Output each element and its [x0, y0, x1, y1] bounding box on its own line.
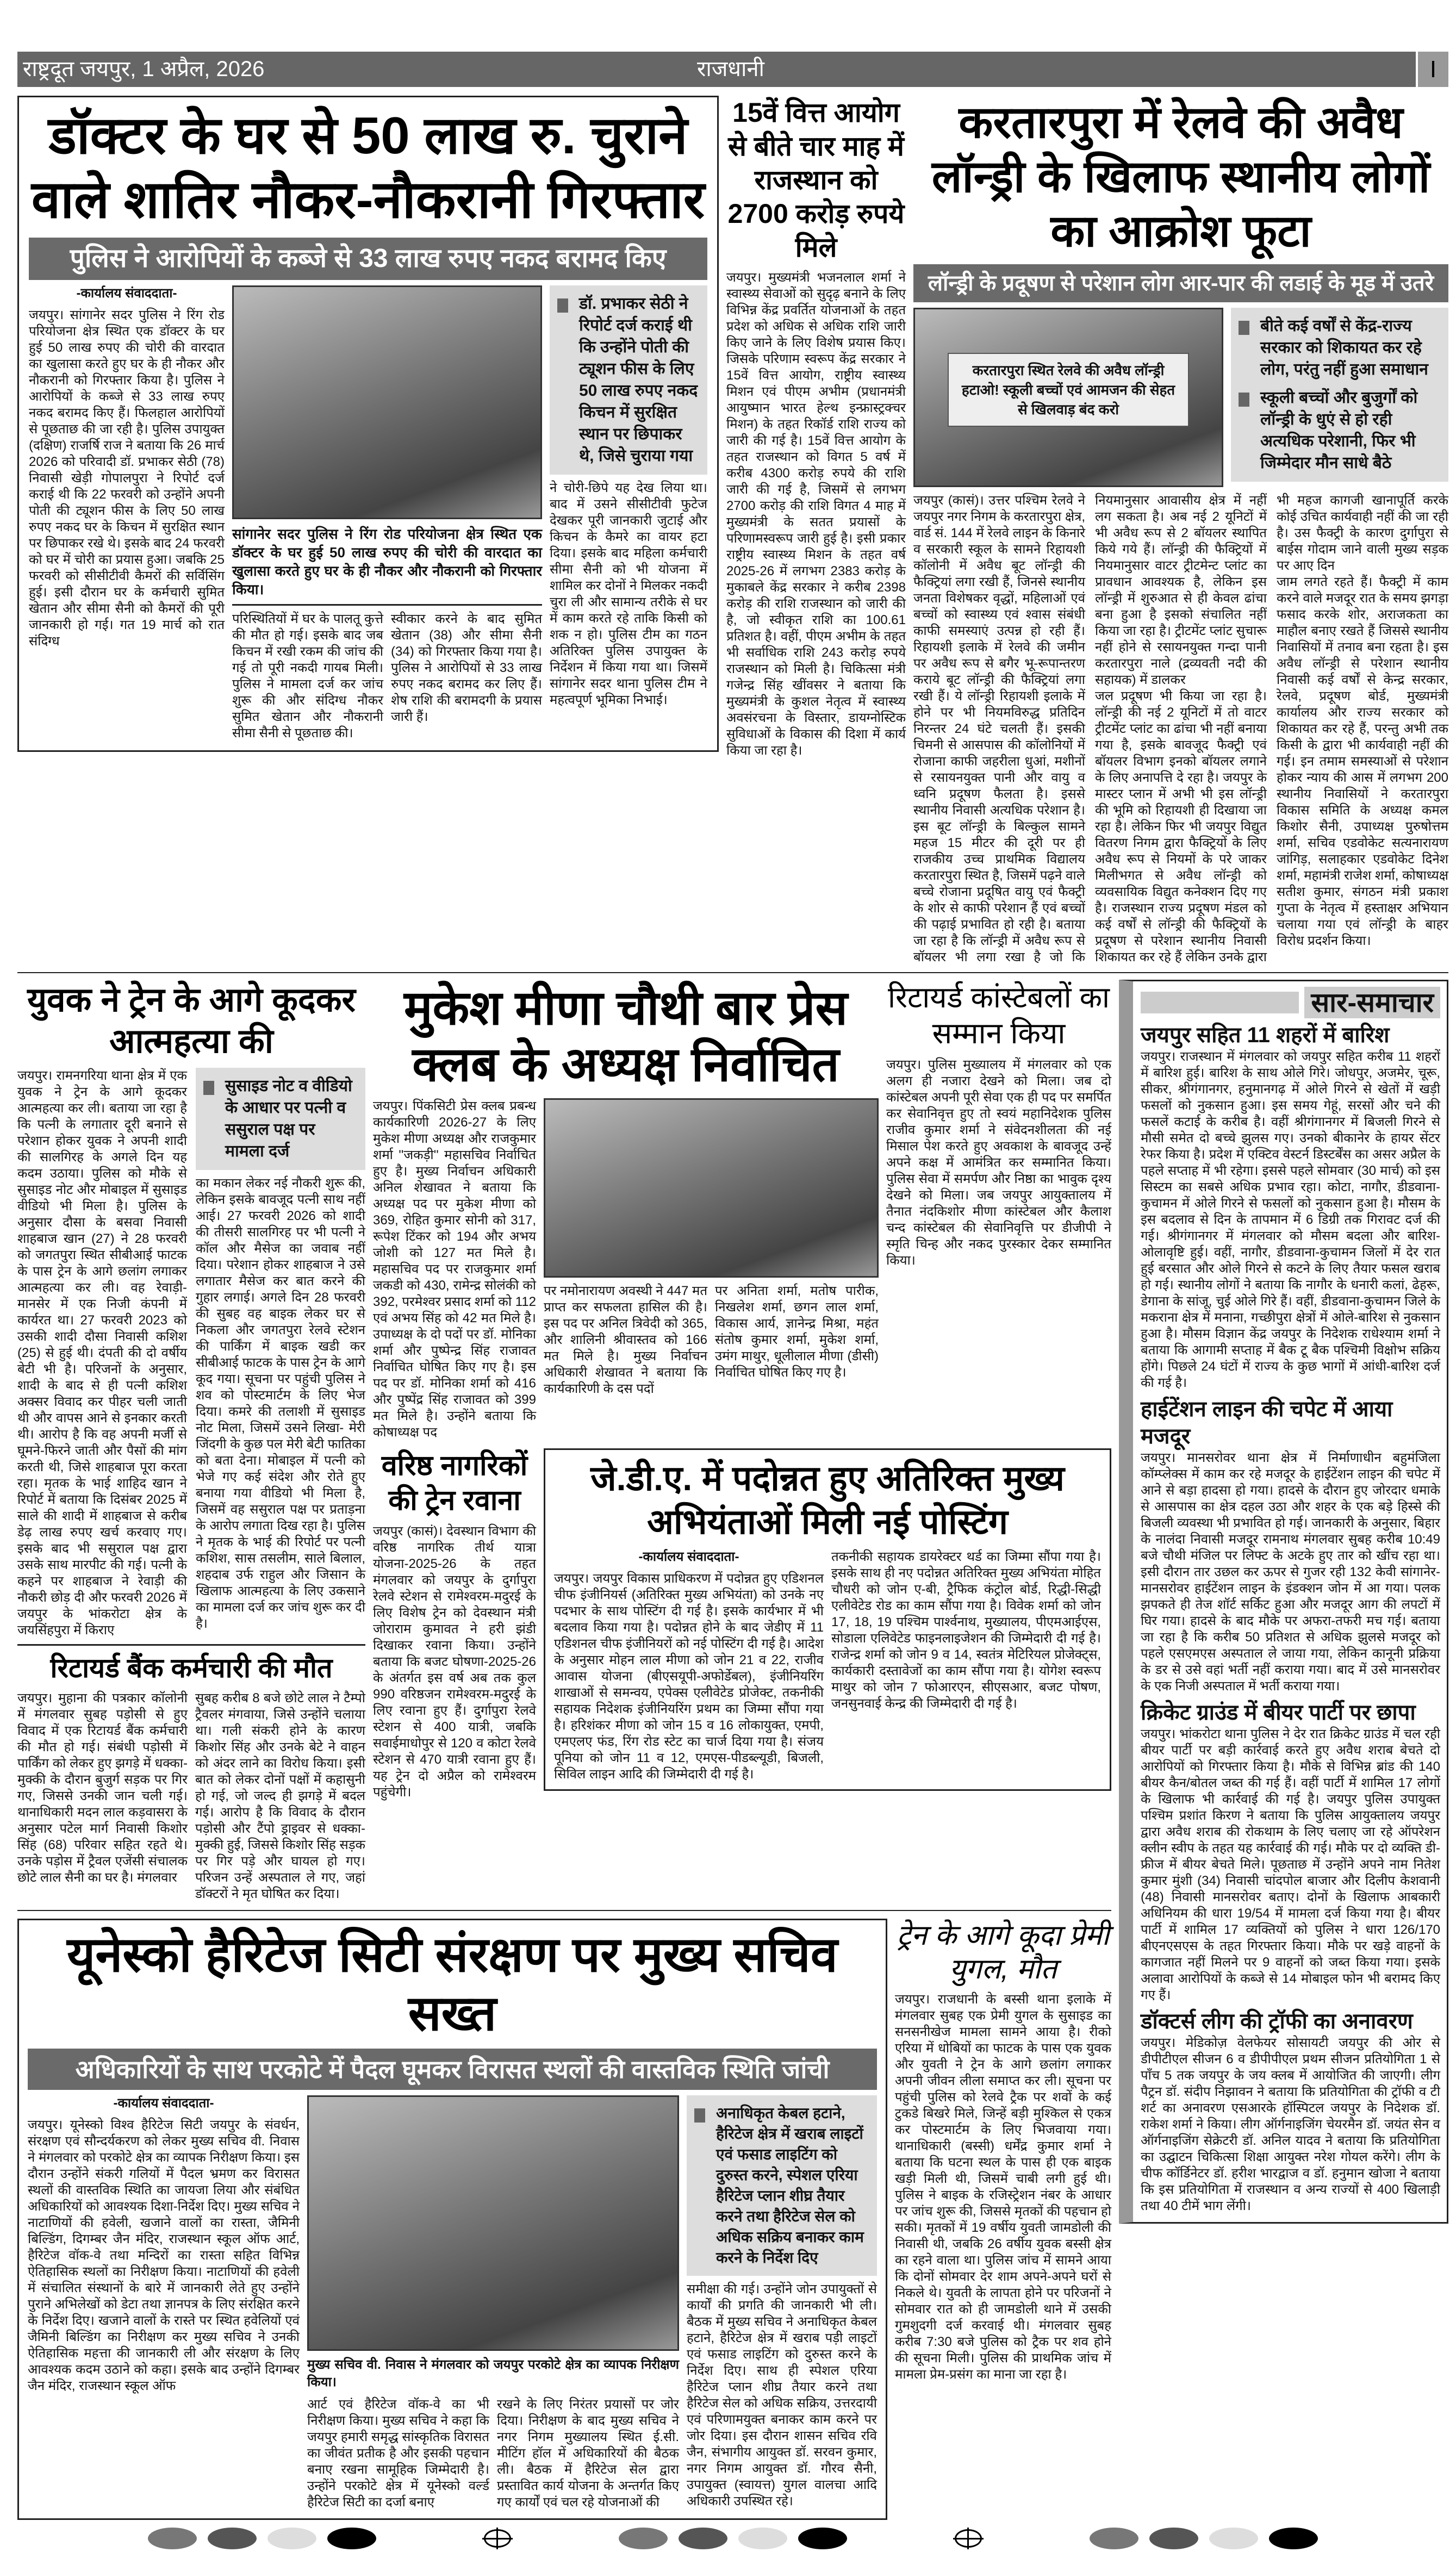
- highlight-box: [1231, 308, 1448, 482]
- subheadline-bar: पुलिस ने आरोपियों के कब्जे से 33 लाख रुपए नकद बरामद किए: [29, 238, 707, 280]
- story-doctor-theft: [17, 96, 719, 752]
- page-header: [17, 52, 1448, 87]
- article-column: जाम लगते रहते हैं। फैक्ट्री में काम करने वाले मजदूर रात के समय झगड़ा फसाद करके शोर, अराजकता का माहौल बनाए रखते हैं जिससे स्थानीय निवासियों में तनाव बना रहता है। इस अवैध लॉन्ड्री से परेशान स्थानीय निवासी कई वर्षों से केन्द्र सरकार, रेलवे, प्रदूषण बोर्ड, मुख्यमंत्री कार्यालय और राज्य सरकार को शिकायत कर रहे हैं, परन्तु अभी तक किसी के द्वारा भी कार्यवाही नहीं की गई। इन तमाम समस्याओं से परेशान होकर न्याय की आस में लगभग 200 स्थानीय निवासियों ने करतारपुरा विकास समिति के अध्यक्ष कमल किशोर सैनी, उपाध्यक्ष पुरुषोत्तम शर्मा, सचिव एडवोकेट सत्यनारायण जांगिड़, सलाहकार एडवोकेट दिनेश शर्मा, महामंत्री राजेश शर्मा, कोषाध्यक्ष सतीश कुमार, संगठन मंत्री प्रकाश गुप्ता के नेतृत्व में हस्ताक्षर अभियान चलाया गया एवं लॉन्ड्री के बाहर विरोध प्रदर्शन किया।: [1277, 575, 1448, 948]
- article-column: सुबह करीब 8 बजे छोटे लाल ने टैम्पो ट्रैवलर मंगवाया, जिसे उन्होंने चलाया था। गली संकरी होने के कारण किशोर सिंह और उनके बेटे ने वाहन को अंदर लाने का विरोध किया। इसी बात को लेकर दोनों पक्षों में कहासुनी हो गई, जो जल्द ही झगड़े में बदल गई। आरोप है कि विवाद के दौरान पड़ोसी और टैंपो ड्राइवर से धक्का-मुक्की हुई, जिससे किशोर सिंह सड़क पर गिर पड़े और घायल हो गए। परिजन उन्हें अस्पताल ले गए, जहां डॉक्टरों ने मृत घोषित कर दिया।: [195, 1691, 365, 1901]
- row-lower: [17, 980, 1448, 2520]
- brief-body: जयपुर। राजस्थान में मंगलवार को जयपुर सहित करीब 11 शहरों में बारिश हुई। बारिश के साथ ओले गिरे। जोधपुर, अजमेर, चूरू, सीकर, श्रीगंगानगर, हनुमानगढ़ में ओले गिरने से खेतों में खड़ी फसलों को नुकसान हुआ। इस समय गेहूं, सरसों और चने की फसलें कटाई के करीब है। वहीं श्रीगंगानगर में बिजली गिरने से मौसी समेत दो बच्चे झुलस गए। उनको बीकानेर के हायर सेंटर रेफर किया है। प्रदेश में एक्टिव वेस्टर्न डिस्टर्बेंस का असर अप्रैल के पहले सप्ताह में भी रहेगा। इससे पहले सोमवार (30 मार्च) को इस सिस्टम का सबसे अधिक प्रभाव रहा। कोटा, नागौर, डीडवाना-कुचामन में ओले गिरने से फसलों को नुकसान हुआ है। मौसम के इस बदलाव से दिन के तापमान में 6 डिग्री तक गिरावट दर्ज की गई। श्रीगंगानगर में मंगलवार को मौसम बदला और बारिश-ओलावृष्टि हुई। वहीं, नागौर, डीडवाना-कुचामन जिलों में देर रात हुई बरसात और ओले गिरने से कटने के लिए तैयार फसल खराब हो गई। स्थानीय लोगों ने बताया कि नागौर के धनारी कलां, ढेहरू, डेगाना के सांजू, चुई ओले गिरे हैं। वहीं, डीडवाना-कुचामन जिले के मकराना क्षेत्र में मनाना, गच्छीपुरा क्षेत्रों में ओले-बारिश से नुकसान हुआ है। मौसम विज्ञान केंद्र जयपुर के निदेशक राधेश्याम शर्मा ने बताया कि आगामी सप्ताह में बैक टू बैक पश्चिमी विक्षोभ सक्रिय होंगे। पिछले 24 घंटों में राज्य के कुछ भागों में आंधी-बारिश दर्ज की गई है।: [1141, 1049, 1440, 1390]
- headline: डॉक्टर के घर से 50 लाख रु. चुराने वाले शातिर नौकर-नौकरानी गिरफ्तार: [31, 107, 705, 229]
- article-column: जयपुर। पिंकसिटी प्रेस क्लब प्रबन्ध कार्यकारिणी 2026-27 के लिए मुकेश मीणा अध्यक्ष और राजकुमार शर्मा ''जकड़ी'' महासचिव निर्वाचित हुए है। मुख्य निर्वाचन अधिकारी अनिल शेखावत ने बताया कि अध्यक्ष पद पर मुकेश मीणा को 369, रोहित कुमार सोनी को 317, रूपेश टिंकर को 194 और अभय जोशी को 127 मत मिले है। महासचिव पद पर राजकुमार शर्मा जकडी को 430, रामेन्द्र सोलंकी को 392, परमेश्वर प्रसाद शर्मा को 112 एवं अभय सिंह को 42 मत मिले है। उपाध्यक्ष के दो पदों पर डॉ. मोनिका शर्मा और पुष्पेन्द्र सिंह राजावत निर्वाचित घोषित किए गए है। इस पद पर डॉ. मोनिका शर्मा को 416 और पुष्पेंद्र सिंह राजावत को 399 मत मिले है। उन्होंने बताया कि कोषाध्यक्ष पद: [373, 1099, 536, 1440]
- article-column: जयपुर (कासं)। उत्तर पश्चिम रेलवे ने जयपुर नगर निगम के करतारपुरा क्षेत्र, वार्ड सं. 144 में रेलवे लाइन के किनारे व सरकारी स्कूल के सामने रिहायशी कॉलोनी में अवैध बूट लॉन्ड्री की फैक्ट्रियां लगा रखी हैं, जिनसे स्थानीय जनता विशेषकर वृद्धों, महिलाओं एवं बच्चों को स्वास्थ्य एवं श्वास संबंधी काफी समस्याएं उत्पन्न हो रही हैं। रिहायशी इलाके में रेलवे की जमीन पर अवैध रूप से बगैर भू-रूपान्तरण कराये बूट लॉन्ड्री की फैक्ट्रियां लगा रखी हैं। ये लॉन्ड्री रिहायशी इलाके में होने पर भी नियमविरुद्ध प्रतिदिन निरन्तर 24 घंटे चलती हैं। इसकी चिमनी से आसपास की कॉलोनियों में रोजाना काफी जहरीला धुआं, मशीनों से रसायनयुक्त पानी और वायु व ध्वनि प्रदूषण फैलता है। इससे स्थानीय निवासी अत्यधिक परेशान है। इस बूट लॉन्ड्री के बिल्कुल सामने महज 15 मीटर की दूरी पर ही राजकीय उच्च प्राथमिक विद्यालय करतारपुरा स्थित है, जिसमें पढ़ने वाले बच्चे रोजाना प्रदूषित वायु एवं फैक्ट्री के शोर से काफी परेशान हैं एवं बच्चों की पढ़ाई प्रभावित हो रही है। बताया जा रहा है कि लॉन्ड्री में अवैध रूप से बॉयलर भी लगा रखा है जो कि नियमानुसार आवासीय क्षेत्र में नहीं लग सकता है। अब नई 2 यूनिटों में भी अवैध रूप से 2 बॉयलर स्थापित किये गये हैं। लॉन्ड्री की फैक्ट्रियों में नियमानुसार वाटर ट्रीटमेन्ट प्लांट का प्रावधान आवश्यक है, लेकिन इस लॉन्ड्री में शुरुआत से ही केवल ढांचा बना हुआ है इसको संचालित नहीं किया जा रहा है। ट्रीटमेंट प्लांट सुचारू नहीं होने से रसायनयुक्त गन्दा पानी करतारपुरा नाले (द्रव्यवती नदी की सहायक) में डालकर: [913, 493, 1267, 964]
- story-kartarpura-laundry: [913, 96, 1448, 966]
- highlight-text: डॉ. प्रभाकर सेठी ने रिपोर्ट दर्ज कराई थी कि उन्होंने पोती की ट्यूशन फीस के लिए 50 लाख रुपए नकद किचन में सुरक्षित स्थान पर छिपाकर थे, जिसे चुराया गया: [557, 293, 700, 467]
- headline: ट्रेन के आगे कूदा प्रेमी युगल, मौत: [897, 1920, 1110, 1985]
- color-swatch-dot: [679, 2528, 727, 2549]
- article-column: जयपुर (कासं)। देवस्थान विभाग की वरिष्ठ नागरिक तीर्थ यात्रा योजना-2025-26 के तहत मंगलवार को जयपुर के दुर्गापुरा रेलवे स्टेशन से रामेश्वरम-मदुरई के लिए विशेष ट्रेन को देवस्थान मंत्री जोराराम कुमावत ने हरी झंडी दिखाकर रवाना किया। उन्होंने बताया कि बजट घोषणा-2025-26 के अंतर्गत इस वर्ष अब तक कुल 990 वरिष्ठजन रामेश्वरम-मदुरई के लिए रवाना हुए हैं। दुर्गापुरा रेलवे स्टेशन से 400 यात्री, जबकि सवाईमाधोपुर से 120 व कोटा रेलवे स्टेशन से 470 यात्री रवाना हुए हैं। यह ट्रेन दो अप्रैल को रामेश्वरम पहुंचेगी।: [373, 1524, 536, 1800]
- page-number: I: [1418, 52, 1448, 87]
- color-swatch-dot: [738, 2528, 787, 2549]
- photo-caption: सांगानेर सदर पुलिस ने रिंग रोड परियोजना क्षेत्र स्थित एक डॉक्टर के घर हुई 50 लाख रुपए की चोरी की वारदात का खुलासा करते हुए घर के ही नौकर और नौकरानी को गिरफ्तार किया।: [232, 526, 542, 598]
- headline: जे.डी.ए. में पदोन्नत हुए अतिरिक्त मुख्य अभियंताओं मिली नई पोस्टिंग: [590, 1459, 1065, 1541]
- story-senior-citizens-train: [373, 1448, 536, 1801]
- highlight-text: सुसाइड नोट व वीडियो के आधार पर पत्नी व ससुराल पक्ष पर मामला दर्ज: [203, 1075, 358, 1162]
- brief-item: [1141, 1022, 1440, 1391]
- story-unesco-heritage: [17, 1919, 887, 2520]
- registration-mark-icon: [484, 2529, 511, 2548]
- highlight-bullet: बीते कई वर्षों से केंद्र-राज्य सरकार को शिकायत कर रहे लोग, परंतु नहीं हुआ समाधान: [1239, 315, 1441, 381]
- divider: [17, 1910, 1111, 1911]
- article-column: रखने के लिए निरंतर प्रयासों पर जोर दिया। निरीक्षण के बाद मुख्य सचिव ने नगर निगम मुख्यालय स्थित ई.सी. मीटिंग हॉल में अधिकारियों की बैठक ली। बैठक में हैरिटेज सेल द्वारा प्रस्तावित कार्य योजना के अन्तर्गत किए गए कार्यों एवं चल रहे योजनाओं की: [497, 2397, 679, 2510]
- print-marks-footer: [17, 2528, 1448, 2549]
- brief-body: जयपुर। मेडिकोज़ वेलफेयर सोसायटी जयपुर की ओर से डीपीटीएल सीजन 6 व डीपीपीएल प्रथम सीजन प्रतियोगिता 1 से पाँच 5 तक जयपुर के जय क्लब में आयोजित की जाएगी। लीग पैट्रन डॉ. संदीप निझावन ने बताया कि प्रतियोगिता की ट्रॉफी व टी शर्ट का अनावरण एसआरके हॉस्पिटल जयपुर के निदेशक डॉ. राकेश शर्मा ने किया। लीग ऑर्गनाइजिंग चेयरमैन डॉ. जयंत सेन व ऑर्गनाइजिंग सेक्रेटरी डॉ. अनिल यादव ने बताया कि प्रतियोगिता का उद्घाटन चिकित्सा शिक्षा आयुक्त नरेश गोयल करेंगे। लीग के चीफ कॉर्डिनेटर डॉ. हरीश भारद्वाज व डॉ. हनुमान खोजा ने बताया कि इस प्रतियोगिता में राजस्थान व अन्य राज्यों से 400 खिलाड़ी तथा 40 टीमें भाग लेंगी।: [1141, 2036, 1440, 2213]
- color-swatch-dot: [208, 2528, 257, 2549]
- color-swatch-dot: [619, 2528, 668, 2549]
- brief-item: [1141, 2008, 1440, 2214]
- brief-headline: क्रिकेट ग्राउंड में बीयर पार्टी पर छापा: [1141, 1701, 1416, 1725]
- article-column: पर नमोनारायण अवस्थी ने 447 मत प्राप्त कर सफलता हासिल की है। इस पद पर अनिल त्रिवेदी को 365, और शालिनी श्रीवास्तव को 166 मत मिले है। मुख्य निर्वाचन अधिकारी शेखावत ने बताया कि कार्यकारिणी के दस पदों: [544, 1284, 707, 1396]
- article-column: परिस्थितियों में घर के पालतू कुत्ते की मौत हो गई। इसके बाद जब किचन में रखी रकम की जांच की गई तो पूरी नकदी गायब मिली। पुलिस ने मामला दर्ज कर जांच शुरू की और संदिग्ध नौकर सुमित खेतान और नौकरानी सीमा सैनी से पूछताछ की।: [232, 612, 383, 740]
- divider: [232, 604, 542, 606]
- photo-caption: मुख्य सचिव वी. निवास ने मंगलवार को जयपुर परकोटे क्षेत्र का व्यापक निरीक्षण किया।: [307, 2357, 679, 2389]
- highlight-box: [687, 2095, 877, 2276]
- row-top-stories: [17, 96, 1448, 966]
- headline: रिटायर्ड बैंक कर्मचारी की मौत: [50, 1653, 333, 1683]
- story-press-club: [373, 980, 879, 1441]
- divider: [17, 972, 1448, 973]
- page-header-bar: [17, 52, 1416, 87]
- article-column: जयपुर। जयपुर विकास प्राधिकरण में पदोन्नत हुए एडिशनल चीफ इंजीनियर्स (अतिरिक्त मुख्य अभियंता) को उनके नए पदभार के साथ पोस्टिंग दी गई है। इसके कार्यभार में भी बदलाव किया गया है। पदोन्नत होने के बाद जेडीए में 11 एडिशनल चीफ इंजीनियरों को नई पोस्टिंग दी गई है। आदेश के अनुसार मोहन लाल मीणा को जोन 21 व 22, राजीव आवास योजना (बीएसयूपी-अफोर्डेबल), इंजीनियरिंग शाखाओं से समन्वय, एपेक्स एलीवेटेड प्रोजेक्ट, तकनीकी सहायक निदेशक इंजीनियरिंग प्रथम का जिम्मा सौंपा गया है। हरिशंकर मीणा को जोन 15 व 16 लोकायुक्त, एमपी, एमएलए फंड, रिंग रोड स्टेट का चार्ज दिया गया है। संजय पूनिया को जोन 11 व 12, एमएस-पीडब्ल्यूडी, बिजली, सिविल लाइन आदि की जिम्मेदारी दी गई है।: [554, 1571, 824, 1782]
- article-column: का मकान लेकर नई नौकरी शुरू की, लेकिन इसके बावजूद पत्नी साथ नहीं आई। 27 फरवरी 2026 को शादी की तीसरी सालगिरह पर भी पत्नी ने कॉल और मैसेज का जवाब नहीं दिया। परेशान होकर शाहबाज ने उसे लगातार मैसेज कर बात करने की गुहार लगाई। अगले दिन 28 फरवरी की सुबह वह बाइक लेकर घर से निकला और जगतपुरा रेलवे स्टेशन की पार्किंग में बाइक खडी कर सीबीआई फाटक के पास ट्रेन के आगे कूद गया। सूचना पर पहुंची पुलिस ने शव को पोस्टमार्टम के लिए भेज दिया। कमरे की तलाशी में सुसाइड नोट मिला, जिसमें उसने लिखा- मेरी जिंदगी के कुछ पल मेरी बेटी फातिका को बता देना। मोबाइल में पत्नी को भेजे गए कई संदेश और रोते हुए बनाया गया वीडियो भी मिला है, जिसमें वह ससुराल पक्ष पर प्रताड़ना के आरोप लगाता दिख रहा है। पुलिस ने मृतक के भाई की रिपोर्ट पर पत्नी कशिश, सास तसलीम, साले बिलाल, शहदाब उर्फ राहुल और जिसान के खिलाफ आत्महत्या के लिए उकसाने का मामला दर्ज कर जांच शुरू कर दी है।: [196, 1176, 365, 1631]
- color-swatch-dot: [798, 2528, 847, 2549]
- article-column: पर अनिता शर्मा, मतोष पारीक, निखलेश शर्मा, छगन लाल शर्मा, विकास आर्य, ज्ञानेन्द्र मिश्रा, महंत संतोष कुमार शर्मा, मुकेश शर्मा, उमंग माथुर, धूलीलाल मीणा (डीसी) निर्वाचित घोषित किए गए है।: [715, 1284, 879, 1380]
- article-column: जयपुर। मुख्यमंत्री भजनलाल शर्मा ने स्वास्थ्य सेवाओं को सुदृढ़ बनाने के लिए विभिन्न केंद्र प्रवर्तित योजनाओं के तहत प्रदेश को अधिक से अधिक राशि जारी किए जाने के लिए विशेष प्रयास किए। जिसके परिणाम स्वरूप केंद्र सरकार ने 15वें वित्त आयोग, राष्ट्रीय स्वास्थ्य मिशन एवं पीएम अभीम (प्रधानमंत्री आयुष्मान भारत हेल्थ इन्फ्रास्ट्रक्चर मिशन) के तहत रिकॉर्ड राशि राज्य को जारी की गई है। 15वें वित्त आयोग के तहत राजस्थान को विगत 5 वर्ष में करीब 4300 करोड़ रुपये की राशि जारी की गई है, जिसमें से लगभग 2700 करोड़ की राशि विगत 4 माह में मुख्यमंत्री के सतत प्रयासों के परिणामस्वरूप जारी हुई है। इसी प्रकार राष्ट्रीय स्वास्थ्य मिशन के तहत वर्ष 2025-26 में लगभग 2383 करोड़ के मुकाबले केंद्र सरकार ने करीब 2398 करोड़ की राशि राजस्थान को जारी की है, जो स्वीकृत राशि का 100.61 प्रतिशत है। वहीं, पीएम अभीम के तहत भी सर्वाधिक राशि 243 करोड़ रुपये राजस्थान को मिली है। चिकित्सा मंत्री गजेन्द्र सिंह खींवसर ने बताया कि मुख्यमंत्री के कुशल नेतृत्व में स्वास्थ्य अवसंरचना के विस्तार, डायग्नोस्टिक सुविधाओं के विकास की दिशा में कार्य किया जा रहा है।: [726, 270, 906, 758]
- article-column: जयपुर। पुलिस मुख्यालय में मंगलवार को एक अलग ही नजारा देखने को मिला। जब दो कांस्टेबल अपनी पूरी सेवा एक ही पद पर समर्पित कर सेवानिवृत्त हुए तो स्वयं महानिदेशक पुलिस राजीव कुमार शर्मा ने संवेदनशीलता की नई मिसाल पेश करते हुए अवकाश के बावजूद उन्हें अपने कक्ष में आमंत्रित कर सम्मानित किया। पुलिस सेवा में समर्पण और निष्ठा का भावुक दृश्य देखने को मिला। जब जयपुर आयुक्तालय में तैनात नंदकिशोर मीणा कांस्टेबल और कैलाश चन्द कांस्टेबल की सेवानिवृत्ति पर डीजीपी ने स्मृति चिन्ह और नकद पुरस्कार देकर सम्मानित किया।: [886, 1057, 1111, 1268]
- color-swatch-dot: [267, 2528, 316, 2549]
- article-column: जयपुर। यूनेस्को विश्व हैरिटेज सिटी जयपुर के संवर्धन, संरक्षण एवं सौन्दर्यकरण को लेकर मुख्य सचिव वी. निवास ने मंगलवार को परकोटे क्षेत्र का व्यापक निरीक्षण किया। इस दौरान उन्होंने संकरी गलियों में पैदल भ्रमण कर विरासत स्थलों की वास्तविक स्थिति का जायजा लिया और संबंधित अधिकारियों को आवश्यक दिशा-निर्देश दिए। मुख्य सचिव ने नाटाणियों की हवेली, खजाने वालों का रास्ता, जैमिनी बिल्डिंग, दिगम्बर जैन मंदिर, राजस्थान स्कूल ऑफ आर्ट, हैरिटेज वॉक-वे तथा मन्दिरों का रास्ता सहित विभिन्न ऐतिहासिक स्थलों का निरीक्षण किया। नाटाणियों की हवेली में संचालित संस्थानों के बारे में जानकारी लेते हुए उन्होंने पुराने अभिलेखों को डेटा तथा ज्ञानपत्र के लिए संरक्षित करने के निर्देश दिए। खजाने वालों के रास्ते पर स्थित हवेलियों एवं जैमिनी बिल्डिंग का निरीक्षण कर मुख्य सचिव ने उनकी ऐतिहासिक महत्ता की जानकारी ली और संरक्षण के लिए आवश्यक कदम उठाने को कहा। इसके बाद उन्होंने दिगम्बर जैन मंदिर, राजस्थान स्कूल ऑफ: [28, 2118, 300, 2393]
- photo-protest: [913, 308, 1223, 487]
- color-swatch-dot: [1209, 2528, 1258, 2549]
- photo-press-club-winners: [544, 1098, 879, 1278]
- highlight-box: [196, 1068, 365, 1170]
- article-column: जयपुर। राजधानी के बस्सी थाना इलाके में मंगलवार सुबह एक प्रेमी युगल के सुसाइड का सनसनीखेज मामला सामने आया है। रीको एरिया में धोबियों का फाटक के पास एक युवक और युवती ने ट्रेन के आगे छलांग लगाकर अपनी जीवन लीला समाप्त कर ली। सूचना पर पहुंची पुलिस को रेलवे ट्रैक पर शवों के कई टुकडे बिखरे मिले, जिन्हें बड़ी मुश्किल से एकत्र कर पोस्टमार्टम के लिए भिजवाया गया। थानाधिकारी (बस्सी) धर्मेंद्र कुमार शर्मा ने बताया कि घटना स्थल के पास ही एक बाइक खड़ी मिली थी, जिसमें चाबी लगी हुई थी। पुलिस ने बाइक के रजिस्ट्रेशन नंबर के आधार पर जांच शुरू की, जिससे मृतकों की पहचान हो सकी। मृतकों में 19 वर्षीय युवती जामडोली की निवासी थी, जबकि 26 वर्षीय युवक बस्सी क्षेत्र का रहने वाला था। पुलिस जांच में सामने आया कि दोनों सोमवार देर शाम अपने-अपने घरों से निकले थे। युवती के लापता होने पर परिजनों ने सोमवार रात को ही जामडोली थाने में उसकी गुमशुदगी दर्ज करवाई थी। मंगलवार सुबह करीब 7:30 बजे पुलिस को ट्रैक पर शव होने की सूचना मिली। पुलिस की प्राथमिक जांच में मामला प्रेम-प्रसंग का माना जा रहा है।: [895, 1992, 1111, 2382]
- brief-headline: डॉक्टर्स लीग की ट्रॉफी का अनावरण: [1141, 2009, 1413, 2033]
- divider: [17, 1644, 365, 1646]
- byline: -कार्यालय संवाददाता-: [76, 286, 177, 301]
- article-column: आर्ट एवं हैरिटेज वॉक-वे का भी निरीक्षण किया। मुख्य सचिव ने कहा कि जयपुर हमारी समृद्ध सांस्कृतिक विरासत का जीवंत प्रतीक है और इसकी पहचान बनाए रखना सामूहिक जिम्मेदारी है। उन्होंने परकोटे क्षेत्र में यूनेस्को वर्ल्ड हैरिटेज सिटी का दर्जा बनाए: [307, 2397, 489, 2510]
- story-youth-suicide: [17, 980, 365, 1639]
- highlight-bullet: स्कूली बच्चों और बुजुर्गों को लॉन्ड्री के धुएं से हो रही अत्यधिक परेशानी, फिर भी जिम्मेदार मौन साधे बैठे: [1239, 387, 1441, 474]
- subheadline-bar: अधिकारियों के साथ परकोटे में पैदल घूमकर विरासत स्थलों की वास्तविक स्थिति जांची: [28, 2049, 877, 2090]
- color-swatch-dot: [1149, 2528, 1198, 2549]
- paper-date: राष्ट्रदूत जयपुर, 1 अप्रैल, 2026: [23, 57, 265, 81]
- color-swatch-dot: [148, 2528, 197, 2549]
- section-name: राजधानी: [697, 57, 764, 81]
- story-bank-employee-death: [17, 1651, 365, 1902]
- color-swatch-dot: [327, 2528, 376, 2549]
- color-swatch-dot: [1269, 2528, 1318, 2549]
- article-column: जयपुर। मुहाना की पत्रकार कॉलोनी में मंगलवार सुबह पड़ोसी से हुए विवाद में एक रिटायर्ड बैंक कर्मचारी की मौत हो गई। संबंधी पड़ोसी में पार्किंग को लेकर हुए झगड़े में धक्का-मुक्की के दौरान बुजुर्ग सड़क पर गिर गए, जिससे उनकी जान चली गई। थानाधिकारी मदन लाल कड़वासरा के अनुसार पटेल मार्ग निवासी किशोर सिंह (68) परिवार सहित रहते थे। उनके पड़ोस में ट्रैवल एजेंसी संचालक छोटे लाल सैनी का घर है। मंगलवार: [17, 1691, 188, 1885]
- highlight-box: [550, 285, 707, 475]
- story-finance-commission: [726, 96, 906, 759]
- story-couple-suicide: [895, 1919, 1111, 2383]
- brief-item: [1141, 1396, 1440, 1695]
- color-swatch-dot: [1090, 2528, 1138, 2549]
- article-column: जयपुर। सांगानेर सदर पुलिस ने रिंग रोड परियोजना क्षेत्र स्थित एक डॉक्टर के घर हुई 50 लाख रुपए की चोरी की वारदात का खुलासा करते हुए घर के ही नौकर और नौकरानी को गिरफ्तार किया है। पुलिस ने आरोपियों के कब्जे से 33 लाख रुपए नकद बरामद किए हैं। फिलहाल आरोपियों से पूछताछ की जा रही है। पुलिस उपायुक्त (दक्षिण) राजर्षि राज ने बताया कि 26 मार्च 2026 को परिवादी डॉ. प्रभाकर सेठी (78) निवासी खेड़ी गोपालपुरा ने रिपोर्ट दर्ज कराई थी कि 22 फरवरी को उन्होंने अपनी पोती की ट्यूशन फीस के लिए 50 लाख रुपए नकद घर के किचन में सुरक्षित स्थान पर छिपाकर रखे थे। इसके बाद 24 फरवरी को घर में चोरी का प्रयास हुआ। जबकि 25 फरवरी को सीसीटीवी कैमरों की सर्विसिंग हुई। इसी दौरान घर के कर्मचारी सुमित खेतान और सीमा सैनी को कैमरों की पूरी जानकारी हो गई। गत 19 मार्च को रात संदिग्ध: [29, 308, 225, 649]
- brief-headline: जयपुर सहित 11 शहरों में बारिश: [1141, 1023, 1390, 1047]
- article-column: जयपुर। रामनगरिया थाना क्षेत्र में एक युवक ने ट्रेन के आगे कूदकर आत्महत्या कर ली। बताया जा रहा है कि पत्नी के लगातार दूरी बनाने से परेशान होकर युवक ने अपनी शादी की सालगिरह के अगले दिन यह कदम उठाया। पुलिस को मौके से सुसाइड नोट और मोबाइल में सुसाइड वीडियो भी मिला है। पुलिस के अनुसार दौसा के बसवा निवासी शाहबाज खान (27) ने 28 फरवरी को जगतपुरा स्थित सीबीआई फाटक के पास ट्रेन के आगे छलांग लगाकर आत्महत्या कर ली। वह रेवाड़ी-मानसेर में एक निजी कंपनी में कार्यरत था। 27 फरवरी 2023 को उसकी शादी दौसा निवासी कशिश (25) से हुई थी। दंपती की दो वर्षीय बेटी भी है। परिजनों के अनुसार, शादी के बाद से ही पत्नी कशिश अक्सर विवाद कर पीहर चली जाती थी और वापस आने से इनकार करती थी। आरोप है कि वह अपनी मर्जी से घूमने-फिरने जाती और पैसों की मांग करती थी, जिसे शाहबाज पूरा करता रहा। मृतक के भाई शाहिद खान ने रिपोर्ट में बताया कि दिसंबर 2025 में साले की शादी में शाहबाज से करीब डेढ़ लाख रुपए खर्च करवाए गए। इसके बाद भी ससुराल पक्ष द्वारा उसके साथ मारपीट की गई। पत्नी के कहने पर शाहबाज ने रेवाड़ी की नौकरी छोड़ दी और फरवरी 2026 में जयपुर के भांकरोटा क्षेत्र के जयसिंहपुरा में किराए: [17, 1068, 187, 1638]
- protest-banner: करतारपुरा स्थित रेलवे की अवैध लॉन्ड्री हटाओ! स्कूली बच्चों एवं आमजन की सेहत से खिलवाड़ बंद करो: [948, 353, 1189, 427]
- story-retired-constables: [886, 980, 1111, 1269]
- highlight-text: अनाधिकृत केबल हटाने, हैरिटेज क्षेत्र में खराब लाइटों एवं फसाड लाइटिंग को दुरुस्त करने, स्पेशल एरिया हैरिटेज प्लान शीघ्र तैयार करने तथा हैरिटेज सेल को अधिक सक्रिय बनाकर काम करने के निर्देश दिए: [694, 2103, 869, 2268]
- article-column: तकनीकी सहायक डायरेक्टर थर्ड का जिम्मा सौंपा गया है। इसके साथ ही नए पदोन्नत अतिरिक्त मुख्य अभियंता मोहित चौधरी को जोन ए-बी, ट्रैफिक कंट्रोल बोर्ड, रिद्धी-सिद्धी एलीवेटेड रोड का काम सौंपा गया है। विवेक शर्मा को जोन 17, 18, 19 पश्चिम पार्श्वनाथ, मुख्यालय, पीएमआईएस, सोडाला एलिवेटेड फाइनलाइजेशन की जिम्मेदारी दी गई है। राजेन्द्र शर्मा को जोन 9 व 14, स्वतंत्र मेटिरियल प्रोजेक्ट्स, कार्यकारी दस्तावेजों का काम सौंपा गया है। योगेश स्वरूप माथुर को जोन 7 फोआरएन, सीएसआर, बजट पोषण, जनसुनवाई केन्द्र की जिम्मेदारी दी गई है।: [831, 1549, 1101, 1711]
- headline: यूनेस्को हैरिटेज सिटी संरक्षण पर मुख्य सचिव सख्त: [67, 1928, 838, 2041]
- headline: युवक ने ट्रेन के आगे कूदकर आत्महत्या की: [27, 981, 356, 1060]
- byline: -कार्यालय संवाददाता-: [113, 2096, 214, 2111]
- article-column: स्वीकार करने के बाद सुमित खेतान (38) और सीमा सैनी (34) को गिरफ्तार किया गया है। पुलिस ने आरोपियों से 33 लाख रुपए नकद बरामद कर लिए हैं। शेष राशि की बरामदगी के प्रयास जारी हैं।: [391, 612, 542, 724]
- briefs-label-bar: [1141, 992, 1299, 1013]
- brief-item: [1141, 1699, 1440, 2003]
- brief-body: जयपुर। मानसरोवर थाना क्षेत्र में निर्माणाधीन बहुमंजिला कॉम्प्लेक्स में काम कर रहे मजदूर के हाईटेंशन लाइन की चपेट में आने से बड़ा हादसा हो गया। हादसे के दौरान हुए जोरदार धमाके से आसपास का क्षेत्र दहल उठा और शहर के एक बड़े हिस्से की बिजली व्यवस्था भी प्रभावित हो गई। जानकारी के अनुसार, बिहार के नालंदा निवासी मजदूर रामनाथ मंगलवार सुबह करीब 10:49 बजे चौथी मंजिल पर लिफ्ट के अटके हुए तार को खींच रहा था। इसी दौरान तार उछल कर ऊपर से गुजर रही 132 केवी सांगानेर-मानसरोवर हाईटेंशन लाइन के इंडक्शन जोन में आ गया। पलक झपकते ही तेज शॉर्ट सर्किट हुआ और मजदूर आग की लपटों में घिर गया। हादसे के बाद मौके पर अफरा-तफरी मच गई। बताया जा रहा है कि करीब 50 प्रतिशत से अधिक झुलसे मजदूर को पहले एसएमएस अस्पताल ले जाया गया, लेकिन कानूनी प्रक्रिया के डर से उसे वहां भर्ती नहीं कराया गया। बाद में उसे मानसरोवर के एक निजी अस्पताल में भर्ती कराया गया।: [1141, 1451, 1440, 1694]
- byline: -कार्यालय संवाददाता-: [638, 1549, 739, 1564]
- headline: मुकेश मीणा चौथी बार प्रेस क्लब के अध्यक्ष निर्वाचित: [404, 981, 848, 1091]
- briefs-label: सार-समाचार: [1304, 987, 1440, 1018]
- headline: करतारपुरा में रेलवे की अवैध लॉन्ड्री के खिलाफ स्थानीय लोगों का आक्रोश फूटा: [931, 98, 1430, 256]
- story-jda-postings: [544, 1448, 1111, 1791]
- photo-chief-secretary-inspection: [307, 2095, 679, 2351]
- article-column: समीक्षा की गई। उन्होंने जोन उपायुक्तों से कार्यों की प्रगति की जानकारी भी ली। बैठक में मुख्य सचिव ने अनाधिकृत केबल हटाने, हैरिटेज क्षेत्र में खराब पड़ी लाइटों एवं फसाड लाइटिंग को दुरुस्त करने के निर्देश दिए। साथ ही स्पेशल एरिया हैरिटेज प्लान शीघ्र तैयार करने तथा हैरिटेज सेल को अधिक सक्रिय, उत्तरदायी एवं परिणामयुक्त बनाकर काम करने पर जोर दिया। इस दौरान शासन सचिव रवि जैन, संभागीय आयुक्त डॉ. सरवन कुमार, नगर निगम आयुक्त डॉ. गौरव सैनी, उपायुक्त (स्वायत्त) युगल वालचा आदि अधिकारी उपस्थित रहे।: [687, 2282, 877, 2509]
- brief-body: जयपुर। भांकरोटा थाना पुलिस ने देर रात क्रिकेट ग्राउंड में चल रही बीयर पार्टी पर बड़ी कार्रवाई करते हुए अवैध शराब बेचते दो आरोपियों को गिरफ्तार किया है। मौके से विभिन्न ब्रांड की 140 बीयर कैन/बोतल जब्त की गई हैं। वहीं पार्टी में शामिल 17 लोगों के खिलाफ भी कार्रवाई की गई है। जयपुर पुलिस उपायुक्त पश्चिम प्रशांत किरण ने बताया कि पुलिस आयुक्तालय जयपुर द्वारा अवैध शराब की रोकथाम के लिए चलाए जा रहे ऑपरेशन क्लीन स्वीप के तहत यह कार्रवाई की गई। मौके पर दो व्यक्ति डी-फ्रीज में बीयर बेचते मिले। पूछताछ में उन्होंने अपने नाम नितेश कुमार मुंशी (34) निवासी चांदपोल बाजार और दिलीप केशवानी (48) निवासी मानसरोवर बताए। दोनों के खिलाफ आबकारी अधिनियम की धारा 19/54 में मामला दर्ज किया गया है। बीयर पार्टी में शामिल 17 व्यक्तियों को पुलिस ने धारा 126/170 बीएनएसएस के तहत गिरफ्तार किया। मौके पर खड़े वाहनों के कागजात नहीं मिलने पर 9 वाहनों को जब्त किया गया। इसके अलावा आरोपियों के कब्जे से 14 मोबाइल फोन भी बरामद किए गए हैं।: [1141, 1727, 1440, 2002]
- headline: वरिष्ठ नागरिकों की ट्रेन रवाना: [381, 1450, 528, 1516]
- photo-arrested-servants: [232, 285, 542, 519]
- headline: 15वें वित्त आयोग से बीते चार माह में राजस्थान को 2700 करोड़ रुपये मिले: [727, 97, 905, 263]
- subheadline-bar: लॉन्ड्री के प्रदूषण से परेशान लोग आर-पार की लडाई के मूड में उतरे: [913, 264, 1448, 302]
- article-column: ने चोरी-छिपे यह देख लिया था। बाद में उसने सीसीटीवी फुटेज देखकर पूरी जानकारी जुटाई और किचन के कैमरे का वायर हटा दिया। इसके बाद महिला कर्मचारी सीमा सैनी को भी योजना में शामिल कर दोनों ने मिलकर नकदी चुरा ली और सामान्य तरीके से घर में काम करते रहे ताकि किसी को शक न हो। पुलिस टीम का गठन अतिरिक्त पुलिस उपायुक्त के निर्देशन में किया गया था। जिसमें सांगानेर सदर थाना पुलिस टीम ने महत्वपूर्ण भूमिका निभाई।: [550, 481, 707, 707]
- registration-mark-icon: [955, 2529, 982, 2548]
- brief-headline: हाईटेंशन लाइन की चपेट में आया मजदूर: [1141, 1397, 1393, 1448]
- headline: रिटायर्ड कांस्टेबलों का सम्मान किया: [887, 981, 1110, 1050]
- news-briefs-box: [1119, 980, 1448, 2224]
- article-column: जल प्रदूषण भी किया जा रहा है। लॉन्ड्री की नई 2 यूनिटों में तो वाटर ट्रीटमेंट प्लांट का ढांचा भी नहीं बनाया गया है, इसके बावजूद फैक्ट्री एवं बॉयलर विभाग इनको बॉयलर लगाने के लिए अनापत्ति दे रहा है। जयपुर के मास्टर प्लान में अभी भी इस लॉन्ड्री की भूमि को रिहायशी ही दिखाया जा रहा है। लेकिन फिर भी जयपुर विद्युत वितरण निगम द्वारा फैक्ट्रियों के लिए अवैध रूप से नियमों के परे जाकर मिलीभगत से अवैध लॉन्ड्री को व्यवसायिक विद्युत कनेक्शन दिए गए है। राजस्थान राज्य प्रदूषण मंडल को कई वर्षों से लॉन्ड्री की फैक्ट्रियों के प्रदूषण से परेशान स्थानीय निवासी शिकायत कर रहे हैं लेकिन उनके द्वारा भी महज कागजी खानापूर्ति करके कोई उचित कार्यवाही नहीं की जा रही है। उस फैक्ट्री के कारण दुर्गापुरा से बाईस गोदाम जाने वाली मुख्य सड़क पर आए दिन: [1095, 493, 1448, 964]
